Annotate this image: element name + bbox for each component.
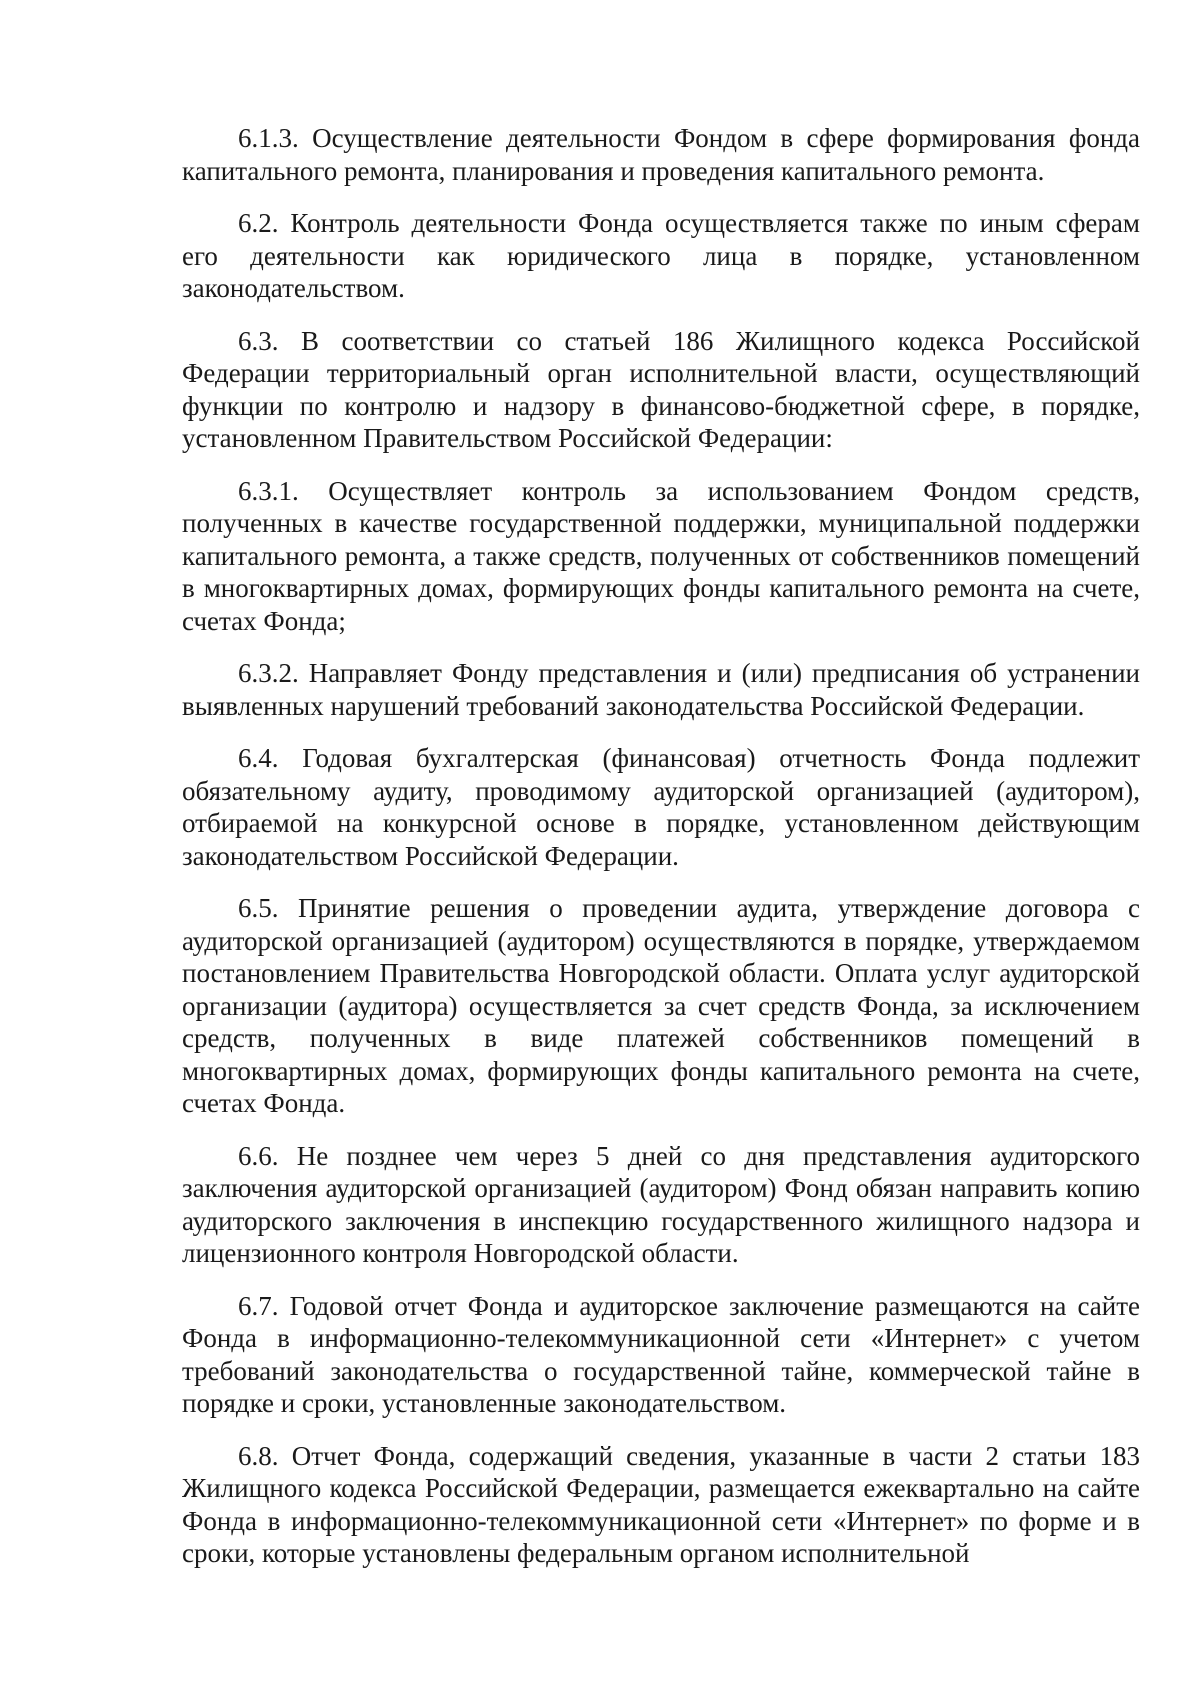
- paragraph-6-7: 6.7. Годовой отчет Фонда и аудиторское заключение размещаются на сайте Фонда в информационно-телекоммуникационной сети «Интернет» с учетом требований законодательства о государственной тайне, коммерческой тайне в порядке и сроки, установленные законодательством.: [182, 1290, 1140, 1418]
- document-body: [182, 122, 1140, 1570]
- paragraph-6-6: 6.6. Не позднее чем через 5 дней со дня представления аудиторского заключения аудиторской организацией (аудитором) Фонд обязан направить копию аудиторского заключения в инспекцию государственного жилищного надзора и лицензионного контроля Новгородской области.: [182, 1140, 1140, 1268]
- paragraph-6-2: 6.2. Контроль деятельности Фонда осуществляется также по иным сферам его деятельности как юридического лица в порядке, установленном законодательством.: [182, 208, 1140, 303]
- paragraph-6-3: 6.3. В соответствии со статьей 186 Жилищного кодекса Российской Федерации территориальный орган исполнительной власти, осуществляющий функции по контролю и надзору в финансово-бюджетной сфере, в порядке, установленном Правительством Российской Федерации:: [182, 325, 1140, 453]
- paragraph-6-8: 6.8. Отчет Фонда, содержащий сведения, указанные в части 2 статьи 183 Жилищного кодекса Российской Федерации, размещается ежеквартально на сайте Фонда в информационно-телекоммуникационной сети «Интернет» по форме и в сроки, которые установлены федеральным органом исполнительной: [182, 1440, 1140, 1568]
- paragraph-6-3-1: 6.3.1. Осуществляет контроль за использованием Фондом средств, полученных в качестве государственной поддержки, муниципальной поддержки капитального ремонта, а также средств, полученных от собственников помещений в многоквартирных домах, формирующих фонды капитального ремонта на счете, счетах Фонда;: [182, 475, 1140, 636]
- paragraph-6-4: 6.4. Годовая бухгалтерская (финансовая) отчетность Фонда подлежит обязательному аудиту, проводимому аудиторской организацией (аудитором), отбираемой на конкурсной основе в порядке, установленном действующим законодательством Российской Федерации.: [182, 743, 1140, 871]
- paragraph-6-1-3: 6.1.3. Осуществление деятельности Фондом в сфере формирования фонда капитального ремонта, планирования и проведения капитального ремонта.: [182, 123, 1140, 186]
- paragraph-6-5: 6.5. Принятие решения о проведении аудита, утверждение договора с аудиторской организацией (аудитором) осуществляются в порядке, утверждаемом постановлением Правительства Новгородской области. Оплата услуг аудиторской организации (аудитора) осуществляется за счет средств Фонда, за исключением средств, полученных в виде платежей собственников помещений в многоквартирных домах, формирующих фонды капитального ремонта на счете, счетах Фонда.: [182, 893, 1140, 1118]
- paragraph-6-3-2: 6.3.2. Направляет Фонду представления и (или) предписания об устранении выявленных нарушений требований законодательства Российской Федерации.: [182, 658, 1140, 721]
